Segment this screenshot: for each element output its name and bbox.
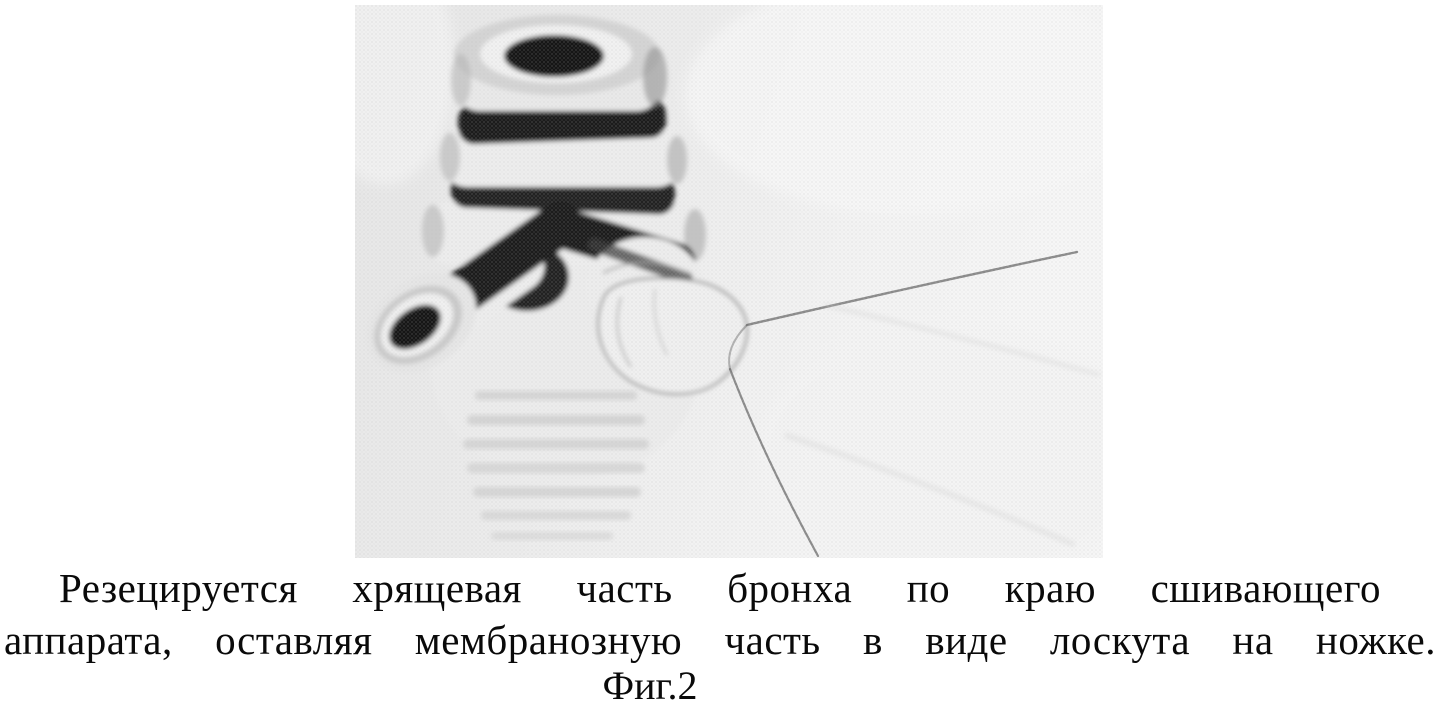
caption-line-2: аппарата, оставляя мембранозную часть в виде лоскута на ножке.: [4, 617, 1436, 663]
halftone-dot-texture: [355, 5, 1103, 558]
caption-line-1: Резецируется хрящевая часть бронха по краю сшивающего: [59, 565, 1381, 611]
figure-label: Фиг.2: [602, 663, 698, 708]
figure-caption: [0, 562, 1440, 666]
bronchus-photo: [355, 5, 1103, 558]
figure-illustration: [355, 5, 1103, 558]
